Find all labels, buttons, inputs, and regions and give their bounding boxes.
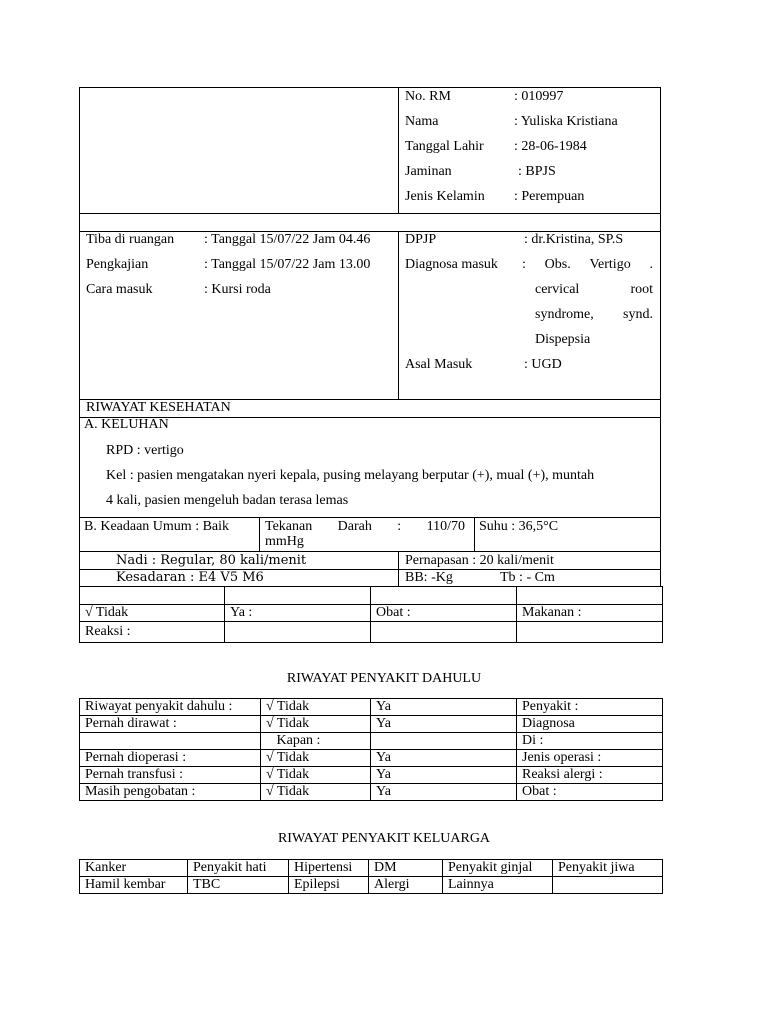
table-cell: Jenis operasi :	[517, 750, 663, 767]
jenis-kelamin-value: : Perempuan	[514, 189, 585, 204]
table-cell	[80, 733, 261, 750]
table-cell	[371, 733, 517, 750]
table-cell: Ya	[371, 699, 517, 716]
table-cell	[553, 877, 663, 894]
table-cell: Ya	[371, 784, 517, 801]
table-cell: Kapan :	[261, 733, 371, 750]
divider	[398, 551, 399, 587]
table-cell: Penyakit :	[517, 699, 663, 716]
rpd-table	[79, 698, 663, 801]
table-cell: √ Tidak	[261, 784, 371, 801]
diagnosa-line-3: syndrome, synd.	[535, 307, 653, 322]
diagnosa-line-1: : Obs. Vertigo .	[522, 257, 653, 272]
table-cell: Penyakit hati	[188, 860, 289, 877]
jaminan-label: Jaminan	[405, 164, 452, 179]
keadaan-umum: B. Keadaan Umum : Baik	[84, 519, 230, 534]
table-row	[80, 750, 663, 767]
table-cell: Lainnya	[443, 877, 553, 894]
table-cell	[517, 622, 663, 643]
diagnosa-line-4: Dispepsia	[535, 332, 591, 347]
table-cell: TBC	[188, 877, 289, 894]
jaminan-value: : BPJS	[518, 164, 556, 179]
pengkajian-label: Pengkajian	[86, 257, 149, 272]
kesadaran: Kesadaran : E4 V5 M6	[116, 570, 264, 585]
tekanan-unit: mmHg	[265, 534, 304, 549]
table-row	[80, 860, 663, 877]
table-cell: Pernah transfusi :	[80, 767, 261, 784]
table-cell: √ Tidak	[261, 750, 371, 767]
pengkajian-value: : Tanggal 15/07/22 Jam 13.00	[204, 257, 371, 272]
table-row	[80, 877, 663, 894]
rpk-table	[79, 859, 663, 894]
table-cell: √ Tidak	[80, 605, 225, 622]
divider	[474, 517, 475, 552]
table-cell: Pernah dioperasi :	[80, 750, 261, 767]
divider	[259, 517, 260, 552]
table-cell: Diagnosa	[517, 716, 663, 733]
table-cell: √ Tidak	[261, 699, 371, 716]
cara-masuk-value: : Kursi roda	[204, 282, 271, 297]
rpd-text: RPD : vertigo	[106, 443, 184, 458]
tb: Tb : - Cm	[500, 570, 555, 585]
table-row	[80, 716, 663, 733]
rpd-section-title: RIWAYAT PENYAKIT DAHULU	[286, 671, 482, 686]
table-cell: Di :	[517, 733, 663, 750]
table-row	[80, 733, 663, 750]
table-row	[80, 699, 663, 716]
nama-value: : Yuliska Kristiana	[514, 114, 618, 129]
cara-masuk-label: Cara masuk	[86, 282, 153, 297]
table-cell: √ Tidak	[261, 767, 371, 784]
dpjp-label: DPJP	[405, 232, 437, 247]
nama-label: Nama	[405, 114, 439, 129]
spacer-row	[79, 213, 661, 232]
table-cell: Riwayat penyakit dahulu :	[80, 699, 261, 716]
table-row	[80, 784, 663, 801]
table-cell: Hamil kembar	[80, 877, 188, 894]
table-cell: Obat :	[371, 605, 517, 622]
keluhan-line-1: Kel : pasien mengatakan nyeri kepala, pusing melayang berputar (+), mual (+), muntah	[106, 468, 595, 483]
table-cell	[225, 622, 371, 643]
table-cell: Ya	[371, 767, 517, 784]
jenis-kelamin-label: Jenis Kelamin	[405, 189, 485, 204]
table-cell: Pernah dirawat :	[80, 716, 261, 733]
keluhan-title: A. KELUHAN	[84, 417, 169, 432]
tanggal-lahir-label: Tanggal Lahir	[405, 139, 484, 154]
suhu: Suhu : 36,5°C	[479, 519, 559, 534]
table-cell: DM	[369, 860, 443, 877]
tiba-label: Tiba di ruangan	[86, 232, 175, 247]
admission-divider	[398, 231, 399, 400]
asal-masuk-value: : UGD	[524, 357, 562, 372]
no-rm-label: No. RM	[405, 89, 451, 104]
table-cell: Reaksi alergi :	[517, 767, 663, 784]
table-cell: Ya :	[225, 605, 371, 622]
table-cell: Penyakit jiwa	[553, 860, 663, 877]
table-cell: Alergi	[369, 877, 443, 894]
table-row	[80, 767, 663, 784]
table-cell: Obat :	[517, 784, 663, 801]
tekanan-darah: Tekanan Darah : 110/70	[265, 519, 465, 534]
table-cell	[371, 622, 517, 643]
table-cell: Epilepsi	[289, 877, 369, 894]
alergi-table	[79, 586, 663, 643]
table-cell: Hipertensi	[289, 860, 369, 877]
table-cell	[225, 587, 371, 605]
pernapasan: Pernapasan : 20 kali/menit	[405, 553, 554, 568]
table-row	[80, 605, 663, 622]
table-cell: Reaksi :	[80, 622, 225, 643]
table-cell: Makanan :	[517, 605, 663, 622]
table-cell	[80, 587, 225, 605]
table-cell	[517, 587, 663, 605]
tanggal-lahir-value: : 28-06-1984	[514, 139, 587, 154]
table-cell: Ya	[371, 750, 517, 767]
keluhan-line-2: 4 kali, pasien mengeluh badan terasa lemas	[106, 493, 349, 508]
dpjp-value: : dr.Kristina, SP.S	[524, 232, 624, 247]
table-cell: Penyakit ginjal	[443, 860, 553, 877]
table-cell: Masih pengobatan :	[80, 784, 261, 801]
table-cell: Ya	[371, 716, 517, 733]
identity-divider	[398, 87, 399, 214]
tiba-value: : Tanggal 15/07/22 Jam 04.46	[204, 232, 371, 247]
table-cell: √ Tidak	[261, 716, 371, 733]
nadi: Nadi : Regular, 80 kali/menit	[116, 553, 307, 568]
table-cell	[371, 587, 517, 605]
diagnosa-line-2: cervical root	[535, 282, 653, 297]
bb: BB: -Kg	[405, 570, 453, 585]
asal-masuk-label: Asal Masuk	[405, 357, 473, 372]
table-row	[80, 622, 663, 643]
rpk-section-title: RIWAYAT PENYAKIT KELUARGA	[277, 831, 491, 846]
no-rm-value: : 010997	[514, 89, 564, 104]
diagnosa-label: Diagnosa masuk	[405, 257, 498, 272]
table-cell: Kanker	[80, 860, 188, 877]
riwayat-kesehatan-title: RIWAYAT KESEHATAN	[86, 400, 231, 415]
table-row	[80, 587, 663, 605]
